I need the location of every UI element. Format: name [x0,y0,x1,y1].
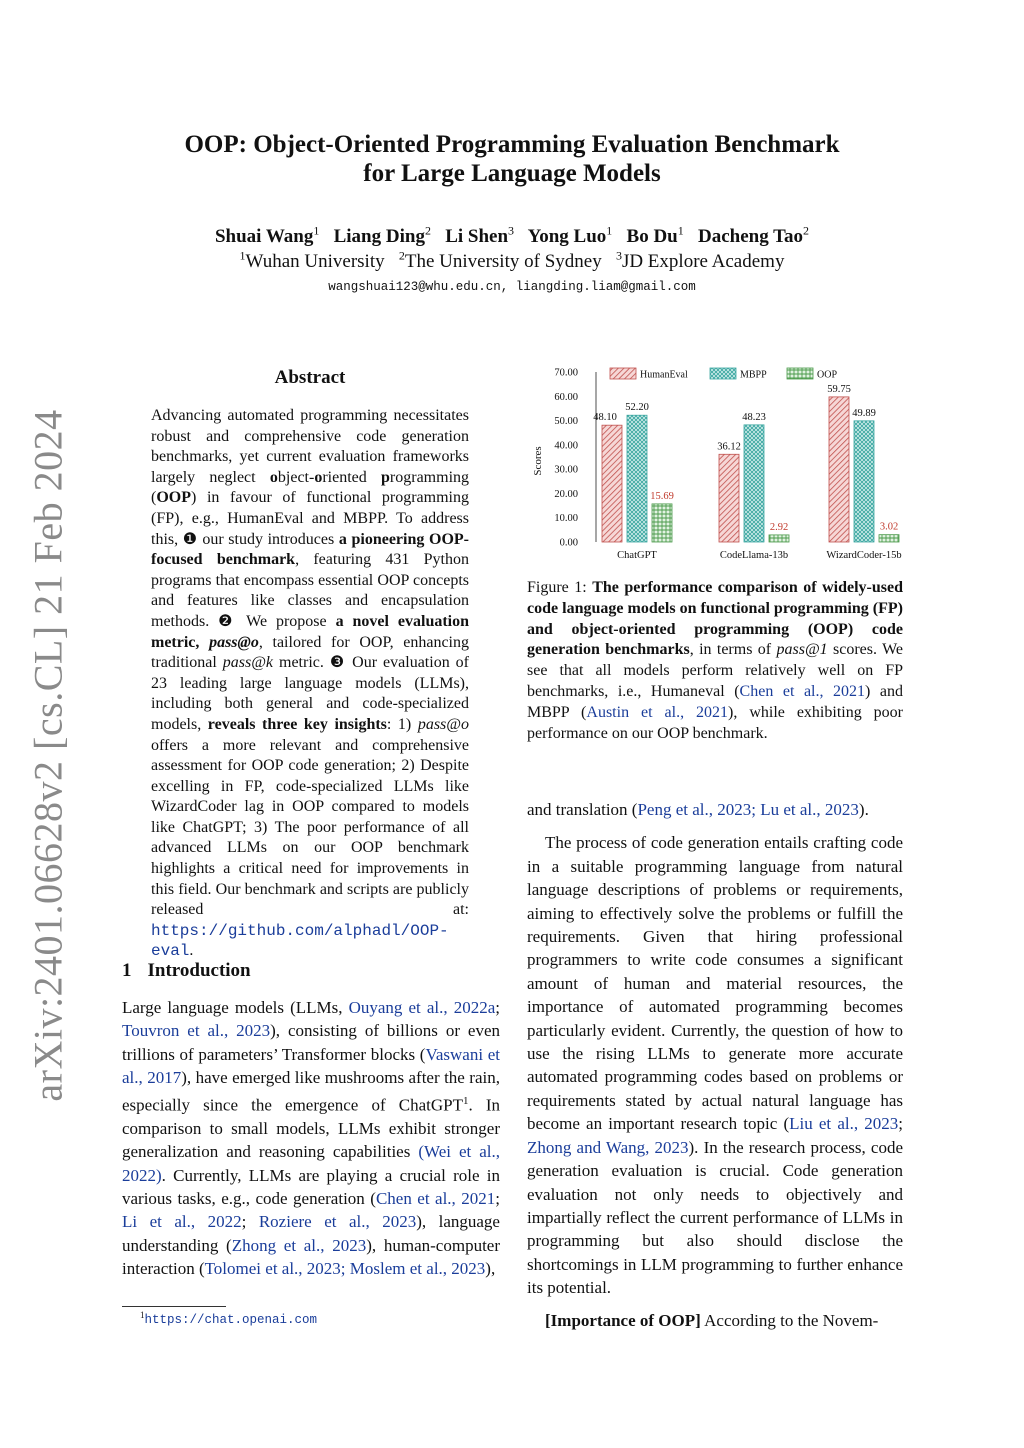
y-tick-label: 0.00 [559,537,578,549]
arxiv-sidebar-stamp [18,408,78,1102]
citation-link[interactable]: Peng et al., 2023; Lu et al., 2023 [637,800,859,819]
repo-link[interactable]: https://github.com/alphadl/OOP-eval [151,921,449,961]
bullet-2-icon: ❷ [218,612,238,630]
y-tick-label: 70.00 [554,367,578,379]
footnote-rule [122,1306,226,1307]
data-label: 48.10 [593,412,617,424]
figure-1-bar-chart [524,360,910,570]
affiliations: $^1$Wuhan University $^2$The University of Sydney $^3$JD Explore Academy [239,248,785,272]
citation-link[interactable]: Li et al., 2022 [122,1212,242,1232]
bar-mbpp-1 [744,425,764,542]
citation-link[interactable]: Chen et al., 2021 [375,1188,496,1208]
author: Yong Luo$^1$ [527,223,613,247]
section-heading-introduction: 1 Introduction [122,960,251,981]
bar-mbpp-2 [854,421,874,542]
legend-swatch-oop [787,368,813,379]
citation-link[interactable]: Chen et al., 2021 [739,682,866,700]
paragraph: The process of code generation entails crafting code in a suitable programming language from natural language descriptions of problems or requirements, aiming to effectively solve the problems or fulfill the requirements. Given that hiring professional programmers to write code consumes a significant amount of human and material resources, the importance of automated programming becomes particularly evident. Currently, the question of how to use the rising LLMs to generate more accurate automated programming codes based on problems or requirements stated by actual natural language has become an important research topic (Liu et al., 2023; Zhong and Wang, 2023). In the research process, code generation evaluation is crucial. Code generation evaluation not only needs to objectively and impartially reflect the current performance of LLMs in programming but also should disclose the shortcomings in LLM programming to further enhance its potential. [527,833,903,1298]
citation-link[interactable]: Austin et al., 2021 [586,703,729,721]
author: Liang Ding$^2$ [333,223,431,247]
y-axis [554,368,596,549]
legend-swatch-humaneval [610,368,636,379]
citation-link[interactable]: Zhong and Wang, 2023 [527,1137,689,1157]
data-label: 59.75 [827,383,851,395]
x-tick-label: CodeLlama-13b [719,550,789,561]
title-line-2: for Large Language Models [363,160,661,187]
y-tick-label: 50.00 [554,416,578,428]
abstract-heading: Abstract [274,367,346,388]
author: Dacheng Tao$^2$ [697,223,810,247]
data-label: 15.69 [650,490,674,502]
legend-label: OOP [817,369,838,381]
author-emails: wangshuai123@whu.edu.cn, liangding.liam@gmail.com [328,280,696,294]
legend-swatch-mbpp [710,368,736,379]
paragraph: and translation (Peng et al., 2023; Lu et al., 2023). [527,800,869,819]
y-tick-label: 20.00 [554,488,578,500]
figure-1-caption: Figure 1: The performance comparison of widely-used code language models on functional programming (FP) and object-oriented programming (OOP) code generation benchmarks, in terms of pass@1 scores. We see that all models perform relatively well on FP benchmarks, i.e., Humaneval (Chen et al., 2021) and MBPP (Austin et al., 2021), while exhibiting poor performance on our OOP benchmark. [527,579,904,742]
data-label: 48.23 [742,411,766,423]
x-tick-label: WizardCoder-15b [826,550,902,561]
y-tick-label: 10.00 [554,513,578,525]
chart-legend [610,368,837,381]
bullet-1-icon: ❶ [182,530,198,548]
introduction-body: Large language models (LLMs, Ouyang et al., 2022a; Touvron et al., 2023), consisting of billions or even trillions of parameters’ Transformer blocks (Vaswani et al., 2017), have emerged like mushrooms after the rain, especially since the emergence of ChatGPT$^1$. In comparison to small models, LLMs exhibit stronger generalization and reasoning capabilities (Wei et al., 2022). Currently, LLMs are playing a crucial role in various tasks, e.g., code generation (Chen et al., 2021; Li et al., 2022; Roziere et al., 2023), language understanding (Zhong et al., 2023), human-computer interaction (Tolomei et al., 2023; Moslem et al., 2023), [122,998,500,1279]
footnote-link[interactable]: https://chat.openai.com [144,1313,318,1327]
abstract-body: Advancing automated programming necessitates robust and comprehensive code generation benchmarks, yet current evaluation frameworks largely neglect object-oriented programming (OOP) in favour of functional programming (FP), e.g., HumanEval and MBPP. To address this, ❶ our study introduces a pioneering OOP-focused benchmark, featuring 431 Python programs that encompass essential OOP concepts and features like classes and encapsulation methods. ❷ We propose a novel evaluation metric, pass@o, tailored for OOP, enhancing traditional pass@k metric. ❸ Our evaluation of 23 leading large language models (LLMs), including both general and code-specialized models, reveals three key insights: 1) pass@o offers a more relevant and comprehensive assessment for OOP code generation; 2) Despite excelling in FP, code-specialized LLMs like WizardCoder lag in OOP compared to models like ChatGPT; 3) The poor performance of all advanced LLMs on our OOP benchmark highlights a critical need for improvements in this field. Our benchmark and scripts are publicly released at: https://github.com/alphadl/OOP-eval. [151,407,470,961]
bar-humaneval-0 [602,425,622,542]
citation-link[interactable]: Tolomei et al., 2023; Moslem et al., 2023 [204,1259,486,1279]
footnote: $^1$https://chat.openai.com [140,1309,318,1327]
bar-humaneval-1 [719,454,739,542]
y-tick-label: 30.00 [554,464,578,476]
title-line-1: OOP: Object-Oriented Programming Evaluation Benchmark [184,131,840,158]
bar-oop-0 [652,504,672,542]
citation-link[interactable]: Touvron et al., 2023 [122,1021,271,1041]
right-column-body [527,798,903,1332]
bar-oop-2 [879,535,899,542]
paper-title [120,130,904,188]
citation-link[interactable]: Vaswani et al., 2017 [122,1044,500,1088]
citation-link[interactable]: Ouyang et al., 2022a [348,998,496,1017]
y-tick-label: 40.00 [554,440,578,452]
citation-link[interactable]: Liu et al., 2023 [789,1114,899,1134]
author-list [120,223,904,248]
y-axis-label: Scores [532,446,544,476]
citation-link[interactable]: Roziere et al., 2023 [258,1212,417,1232]
x-tick-label-group [617,550,901,561]
data-label: 49.89 [852,407,876,419]
data-label: 36.12 [717,441,741,453]
citation-link[interactable]: Zhong et al., 2023 [231,1235,367,1255]
arxiv-id: arXiv:2401.06628v2 [cs.CL] 21 Feb 2024 [25,408,71,1102]
bar-humaneval-2 [829,397,849,542]
data-label: 2.92 [769,521,789,533]
paragraph: [Importance of OOP] According to the Novem- [545,1310,879,1330]
bar-oop-1 [769,535,789,542]
data-label: 3.02 [879,521,899,533]
legend-label: MBPP [740,369,767,381]
author: Li Shen$^3$ [445,223,515,247]
x-tick-label: ChatGPT [617,550,657,561]
author: Shuai Wang$^1$ [214,223,320,247]
footnote-marker[interactable]: 1 [462,1094,469,1107]
bar-mbpp-0 [627,415,647,542]
author: Bo Du$^1$ [626,223,684,247]
citation-link[interactable]: (Wei et al., 2022) [122,1142,500,1185]
legend-label: HumanEval [640,369,688,381]
bullet-3-icon: ❸ [329,654,347,672]
y-tick-label: 60.00 [554,391,578,403]
data-label: 52.20 [625,402,649,414]
